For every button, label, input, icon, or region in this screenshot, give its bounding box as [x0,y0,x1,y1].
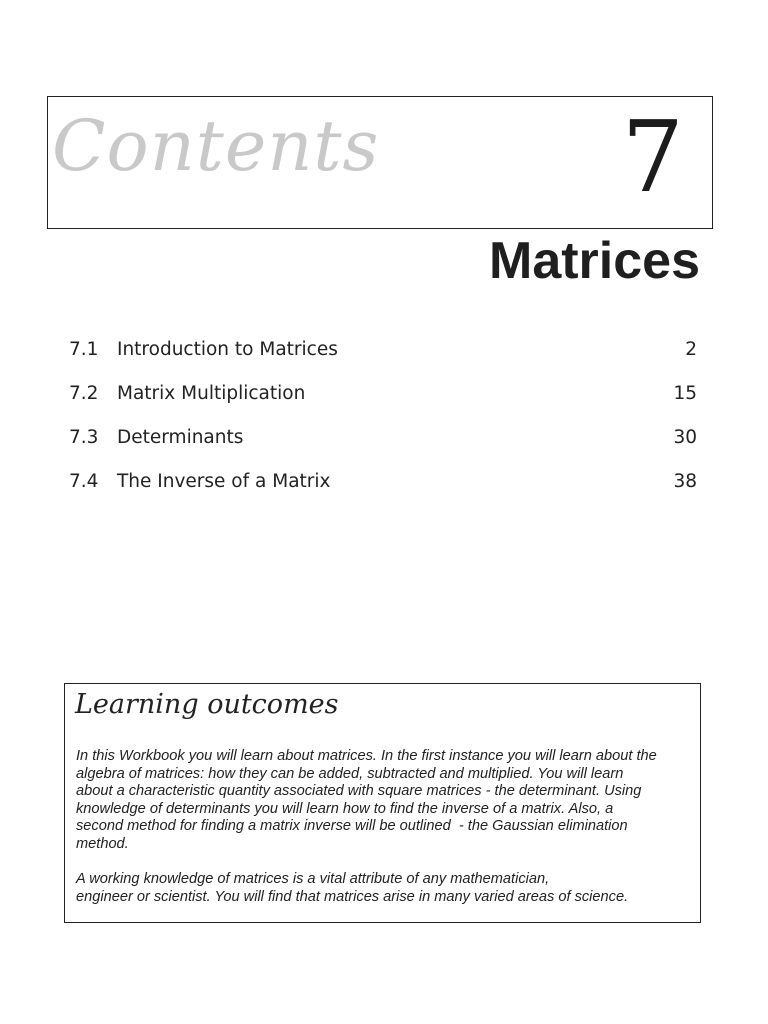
toc-entry[interactable] [69,380,697,424]
text-line: about a characteristic quantity associated with square matrices - the determinant. Using [76,783,642,800]
text-line: knowledge of determinants you will learn how to find the inverse of a matrix. Also, a [76,800,614,817]
text-line: method. [76,835,129,852]
chapter-number: 7 [621,101,684,215]
toc-page-number: 15 [673,383,697,404]
toc-section-title: Matrix Multiplication [117,383,306,404]
toc-page-number: 30 [673,427,697,448]
toc-page-number: 2 [685,339,697,360]
contents-label: Contents [52,105,380,187]
table-of-contents [69,336,697,512]
learning-outcomes-paragraph [76,871,696,906]
learning-outcomes-heading: Learning outcomes [75,689,339,720]
learning-outcomes-paragraph [76,748,696,854]
learning-outcomes-body [76,748,696,906]
toc-section-number: 7.2 [69,383,99,404]
toc-entry[interactable] [69,336,697,380]
toc-section-number: 7.3 [69,427,99,448]
learning-outcomes-box [64,683,701,923]
toc-section-title: Introduction to Matrices [117,339,338,360]
text-line: engineer or scientist. You will find that matrices arise in many varied areas of science. [76,888,629,905]
toc-section-title: Determinants [117,427,244,448]
toc-section-number: 7.1 [69,339,99,360]
text-line: A working knowledge of matrices is a vital attribute of any mathematician, [76,871,550,888]
toc-page-number: 38 [673,471,697,492]
toc-section-number: 7.4 [69,471,99,492]
text-line: In this Workbook you will learn about matrices. In the first instance you will learn about the [76,748,657,764]
contents-header-box [47,96,713,229]
toc-entry[interactable] [69,468,697,512]
text-line: second method for finding a matrix inverse will be outlined - the Gaussian elimination [76,818,628,835]
toc-section-title: The Inverse of a Matrix [117,471,331,492]
chapter-title: Matrices [489,232,700,290]
text-line: algebra of matrices: how they can be added, subtracted and multiplied. You will learn [76,765,624,782]
toc-entry[interactable] [69,424,697,468]
